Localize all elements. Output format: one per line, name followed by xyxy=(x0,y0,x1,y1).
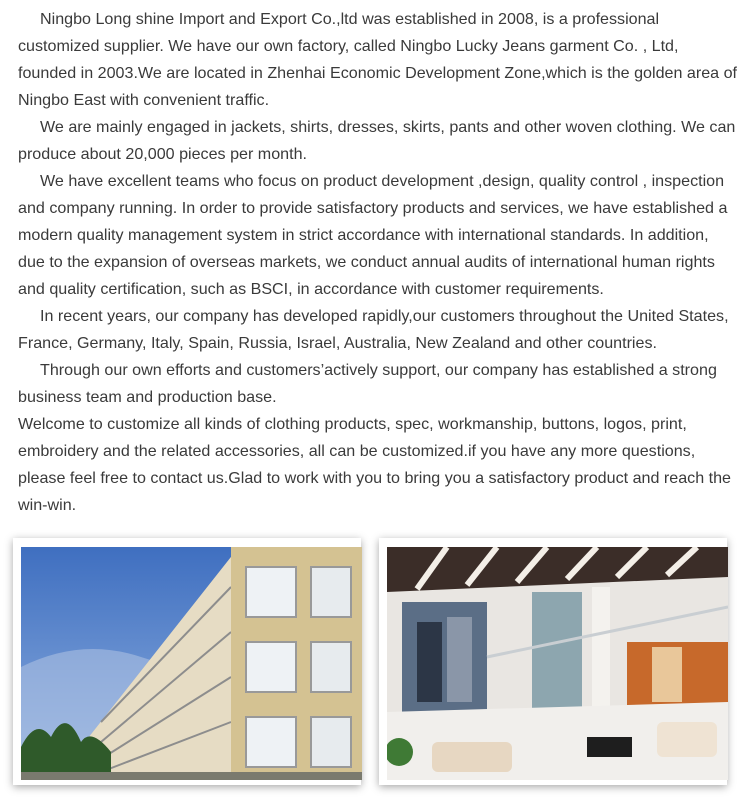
intro-paragraph: Through our own efforts and customers’actively support, our company has established a strong business team and production base. xyxy=(18,361,717,406)
photo-gallery xyxy=(13,538,745,792)
intro-paragraph: Ningbo Long shine Import and Export Co.,ltd was established in 2008, is a professional customized supplier. We have our own factory, called Ningbo Lucky Jeans garment Co. , Ltd, founded in 2003.We are located in Zhenhai Economic Development Zone,which is the golden area of Ningbo East with convenient traffic. xyxy=(18,10,738,109)
company-intro xyxy=(18,6,738,519)
intro-paragraph: We are mainly engaged in jackets, shirts, dresses, skirts, pants and other woven clothing. We can produce about 20,000 pieces per month. xyxy=(18,118,736,163)
lobby-photo-frame xyxy=(379,538,727,785)
intro-paragraph: In recent years, our company has developed rapidly,our customers throughout the United States, France, Germany, Italy, Spain, Russia, Israel, Australia, New Zealand and other countries. xyxy=(18,307,729,352)
factory-building-photo xyxy=(21,547,362,780)
lobby-interior-photo xyxy=(387,547,728,780)
intro-paragraph: We have excellent teams who focus on product development ,design, quality control , inspection and company running. In order to provide satisfactory products and services, we have established a modern quality management system in strict accordance with international standards. In addition, due to the expansion of overseas markets, we conduct annual audits of international human rights and quality certification, such as BSCI, in accordance with customer requirements. xyxy=(18,172,728,298)
intro-paragraph: Welcome to customize all kinds of clothing products, spec, workmanship, buttons, logos, print, embroidery and the related accessories, all can be customized.if you have any more questions, please feel free to contact us.Glad to work with you to bring you a satisfactory product and reach the win-win. xyxy=(18,415,731,514)
factory-photo-frame xyxy=(13,538,361,785)
